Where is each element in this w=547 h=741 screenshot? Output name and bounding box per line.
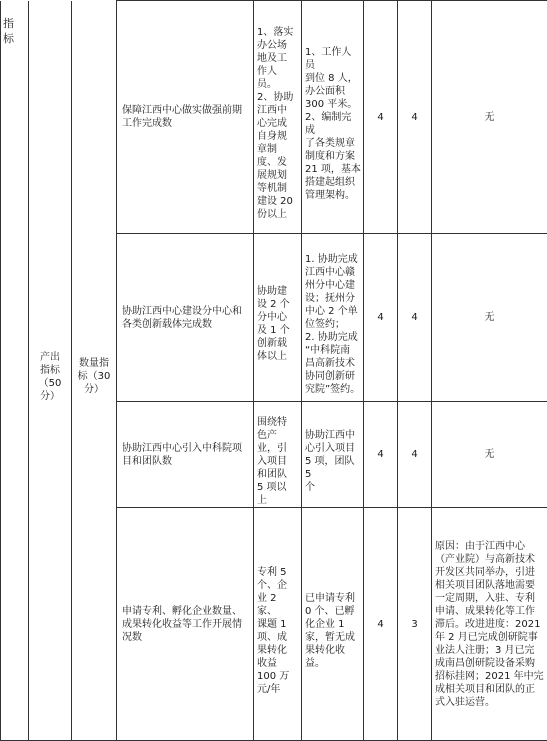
indicator-name-cell xyxy=(117,402,254,508)
earned-score: 4 xyxy=(411,312,417,323)
level3-indicator-cell xyxy=(72,1,117,741)
actual-value-cell xyxy=(302,508,364,741)
earned-score-cell xyxy=(398,508,432,741)
level2-indicator-label: 产出 指标 （50 分） xyxy=(39,352,62,402)
annual-target: 协助建 设 2 个 分中心 及 1 个 创新载 体以上 xyxy=(257,286,290,362)
full-score: 4 xyxy=(377,112,383,123)
deviation-reason-cell xyxy=(432,508,547,741)
deviation-reason-cell xyxy=(432,402,547,508)
indicator-name-cell xyxy=(117,234,254,402)
full-score-cell xyxy=(364,1,398,234)
earned-score-cell xyxy=(398,402,432,508)
full-score: 4 xyxy=(377,449,383,460)
level2-indicator-cell xyxy=(29,1,72,741)
full-score-cell xyxy=(364,234,398,402)
full-score-cell xyxy=(364,402,398,508)
actual-value: 1. 协助完成 江西中心赣 州分中心建 设；抚州分 中心 2 个单 位签约； 2. 协助完成 “中科院南 昌高新技术 协同创新研 究院”签约。 xyxy=(305,254,360,395)
annual-target: 围绕特 色产 业，引 入项目 和团队 5 项以 上 xyxy=(257,417,287,506)
indicator-name: 申请专利、孵化企业数量、成果转化收益等工作开展情况数 xyxy=(122,606,242,643)
deviation-reason-cell xyxy=(432,234,547,402)
level1-indicator-cell xyxy=(1,1,29,741)
earned-score: 4 xyxy=(411,449,417,460)
actual-value: 1、工作人员 到位 8 人， 办公面积 300 平米。 2、编制完成 了各类规章 制度和方案 21 项，基本 搭建起组织 管理架构。 xyxy=(305,47,361,201)
annual-target-cell xyxy=(254,1,302,234)
full-score: 4 xyxy=(377,619,383,630)
annual-target: 1、落实 办公场 地及工 作人 员。 2、协助 江西中 心完成 自身规 章制 度、发 展规划 等机制 建设 20 份以上 xyxy=(257,27,293,220)
level3-indicator-label: 数量指 标（30 分） xyxy=(78,358,111,395)
annual-target-cell xyxy=(254,402,302,508)
annual-target: 专利 5 个、企 业 2 家、 课题 1 项、成 果转化 收益 100 万 元/年 xyxy=(257,567,289,695)
deviation-reason-cell xyxy=(432,1,547,234)
indicator-name: 协助江西中心建设分中心和各类创新载体完成数 xyxy=(122,306,242,330)
full-score-cell xyxy=(364,508,398,741)
deviation-reason: 无 xyxy=(485,449,495,460)
table-row xyxy=(1,1,547,234)
actual-value-cell xyxy=(302,1,364,234)
actual-value-cell xyxy=(302,402,364,508)
indicator-name: 协助江西中心引入中科院项目和团队数 xyxy=(122,443,242,467)
earned-score: 4 xyxy=(411,112,417,123)
deviation-reason: 原因：由于江西中心（产业院）与高新技术开发区共同举办，引进相关项目团队落地需要一定周期，入驻、专利申请、成果转化等工作滞后。改进进度：2021 年 2 月已完成创研院事业法人注册；3 月已完成南昌创研院设备采购招标挂网；2021 年中完成相关项目和团队的正式入驻运营。 xyxy=(435,540,544,709)
earned-score: 3 xyxy=(411,619,417,630)
earned-score-cell xyxy=(398,234,432,402)
earned-score-cell xyxy=(398,1,432,234)
actual-value: 已申请专利 0 个、已孵 化企业 1 家，暂无成 果转化收 益。 xyxy=(305,593,355,669)
annual-target-cell xyxy=(254,234,302,402)
actual-value-cell xyxy=(302,234,364,402)
indicator-name: 保障江西中心做实做强前期工作完成数 xyxy=(122,105,242,129)
full-score: 4 xyxy=(377,312,383,323)
level1-indicator-label: 指标 xyxy=(3,16,15,46)
actual-value: 协助江西中 心引入项目 5 项，团队 5 个 xyxy=(305,430,355,493)
deviation-reason: 无 xyxy=(485,312,495,323)
annual-target-cell xyxy=(254,508,302,741)
indicator-name-cell xyxy=(117,508,254,741)
indicator-name-cell xyxy=(117,1,254,234)
deviation-reason: 无 xyxy=(485,112,495,123)
